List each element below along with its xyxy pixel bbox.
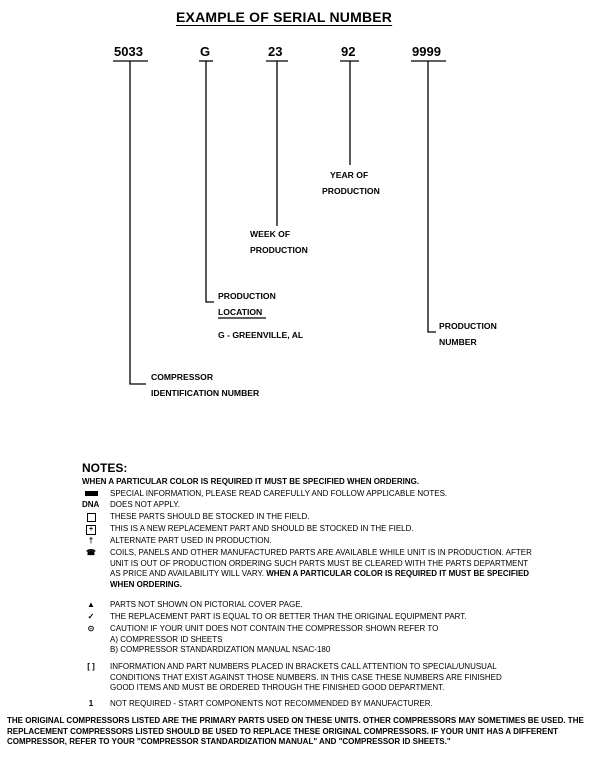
notes-heading: NOTES: [82,461,128,475]
leader-9999 [428,61,436,332]
caution-circle-icon: ⊙ [87,624,95,633]
phone-icon: ☎ [86,548,96,557]
diagram-title: EXAMPLE OF SERIAL NUMBER [176,9,393,25]
serial-code-location: G [200,44,211,59]
leader-g [206,61,214,302]
serial-code-year: 92 [341,44,356,59]
label-production-number: PRODUCTION NUMBER [439,321,497,347]
leader-5033 [130,61,146,384]
serial-code-production: 9999 [412,44,441,59]
dna-symbol: DNA [82,500,100,509]
label-compressor-id: COMPRESSOR IDENTIFICATION NUMBER [151,372,260,398]
label-production-location: PRODUCTION LOCATION [218,291,276,317]
label-year-of-production: YEAR OF PRODUCTION [322,170,380,196]
dagger-icon: † [88,536,94,545]
serial-code-compressor: 5033 [114,44,143,59]
label-location-greenville: G - GREENVILLE, AL [218,330,304,340]
check-icon: ✓ [87,612,95,621]
plus-box-icon: + [86,525,96,535]
serial-code-week: 23 [268,44,283,59]
footer-compressor-notice: THE ORIGINAL COMPRESSORS LISTED ARE THE PRIMARY PARTS USED ON THESE UNITS. OTHER COMPRESSORS MAY SOMETIMES BE USED. THE REPLACEMENT COMPRESSORS LISTED SHOULD BE USED TO REPLACE THESE ORIGINAL COMPRESSORS. IF YOUR UNIT HAS A DIFFERENT COMPRESSOR, REFER TO YOUR "COMPRESSOR STANDARDIZATION MANUAL" AND "COMPRESSOR ID SHEETS." [7,716,584,746]
one-icon: 1 [88,699,94,708]
hand-icon [85,491,98,496]
label-week-of-production: WEEK OF PRODUCTION [250,229,308,255]
brackets-icon: [ ] [87,662,95,671]
notes-intro: WHEN A PARTICULAR COLOR IS REQUIRED IT MUST BE SPECIFIED WHEN ORDERING. [82,477,420,486]
square-icon [87,513,96,522]
triangle-icon: ▲ [87,600,95,609]
